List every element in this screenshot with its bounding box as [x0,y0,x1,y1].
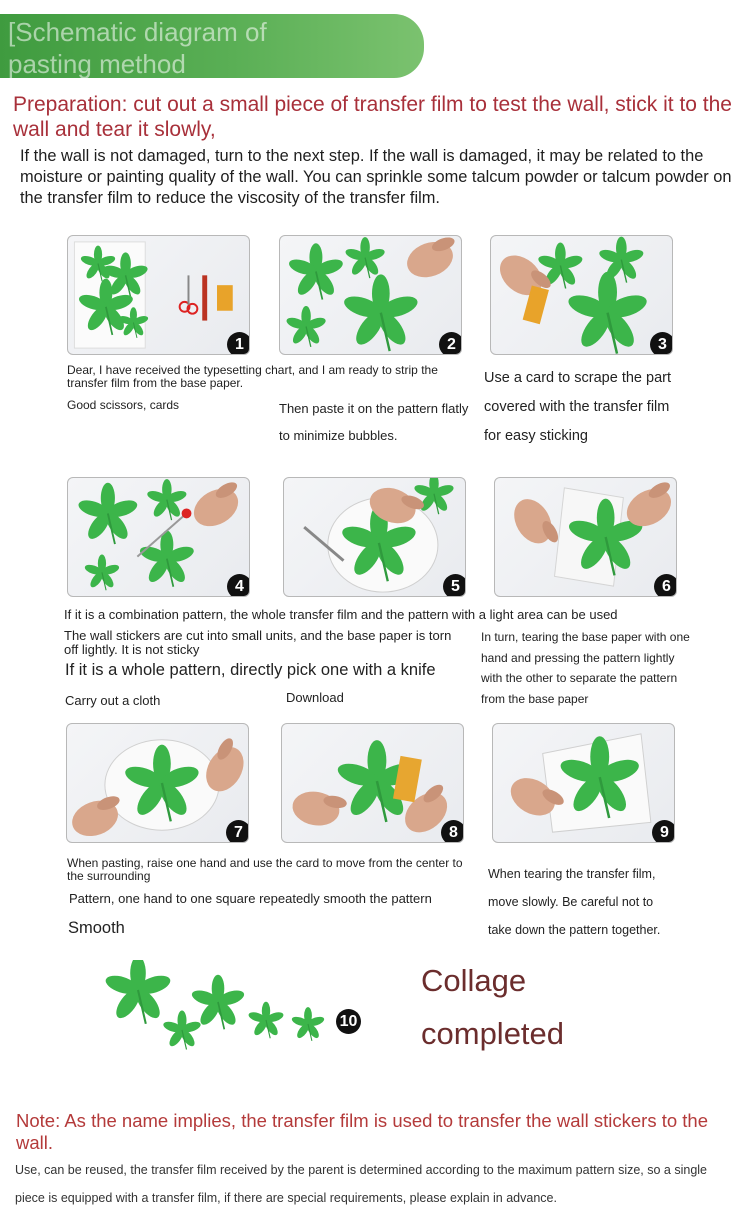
step-7-photo [66,723,249,843]
note-body: Use, can be reused, the transfer film received by the parent is determined according to the maximum pattern size, so a single piece is equipped with a transfer film, if there are special requirements, please explain in advance. [15,1163,708,1205]
step-badge-2: 2 [439,332,462,355]
step-badge-10: 10 [336,1009,361,1034]
step-badge-8: 8 [441,820,464,843]
final-collage [100,960,370,1060]
step-9-photo [492,723,675,843]
whole-pattern-caption: If it is a whole pattern, directly pick one with a knife [65,661,436,679]
pasting-caption: When pasting, raise one hand and use the card to move from the center to the surrounding [67,856,463,883]
collage-completed-text: Collage completed [421,963,565,1051]
step-2-photo [279,235,462,355]
smooth-pattern-caption: Pattern, one hand to one square repeatedly smooth the pattern [69,891,432,906]
download-caption: Download [286,690,344,705]
carry-caption: Carry out a cloth [65,693,161,708]
step-badge-9: 9 [652,820,675,843]
preparation-title: Preparation: cut out a small piece of transfer film to test the wall, stick it to the wall and tear it slowly, [13,93,732,141]
preparation-body: If the wall is not damaged, turn to the next step. If the wall is damaged, it may be related to the moisture or painting quality of the wall. You can sprinkle some talcum powder or talcum powder on the transfer film to reduce the viscosity of the transfer film. [20,147,732,207]
step-3-photo [490,235,673,355]
combination-caption: If it is a combination pattern, the whole transfer film and the pattern with a light area can be used [64,607,618,622]
header-banner [0,14,424,78]
step-1-subcaption: Good scissors, cards [67,398,180,412]
step-badge-7: 7 [226,820,249,843]
step-6-photo [494,477,677,597]
step-8-photo [281,723,464,843]
step-badge-1: 1 [227,332,250,355]
step-1-caption: Dear, I have received the typesetting chart, and I am ready to strip the transfer film from the base paper. [67,363,438,390]
step-badge-4: 4 [227,574,250,597]
step-3-caption: Use a card to scrape the part covered with the transfer film for easy sticking [484,370,671,444]
tearing-film-caption: When tearing the transfer film, move slowly. Be careful not to take down the pattern together. [488,867,661,937]
step-4-photo [67,477,250,597]
step-1-photo [67,235,250,355]
step-5-photo [283,477,466,597]
step-badge-5: 5 [443,574,466,597]
cut-units-caption: The wall stickers are cut into small units, and the base paper is torn off lightly. It is not sticky [64,628,452,657]
step-badge-3: 3 [650,332,673,355]
note-title: Note: As the name implies, the transfer film is used to transfer the wall stickers to the wall. [16,1110,708,1153]
step-2-caption: Then paste it on the pattern flatly to minimize bubbles. [279,401,469,443]
smooth-caption: Smooth [68,919,125,937]
header-title: [Schematic diagram of pasting method [8,17,267,78]
step-badge-6: 6 [654,574,677,597]
tearing-base-caption: In turn, tearing the base paper with one hand and pressing the pattern lightly with the other to separate the pattern from the base paper [481,630,690,706]
